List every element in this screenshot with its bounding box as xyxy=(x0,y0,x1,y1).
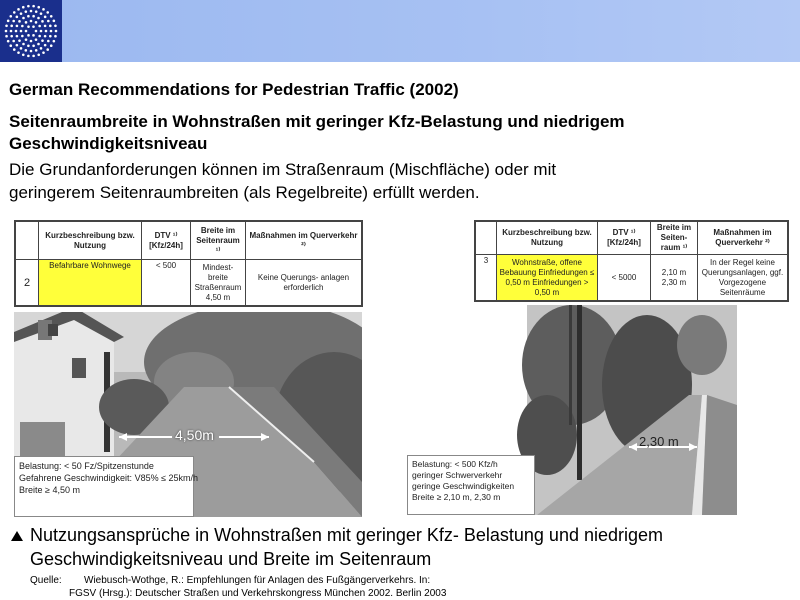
caption-line-1: Nutzungsansprüche in Wohnstraßen mit geringer Kfz- Belastung und niedrigem xyxy=(30,525,664,545)
table-header: Kurzbeschreibung bzw. Nutzung xyxy=(39,222,142,260)
info-line: Breite ≥ 2,10 m, 2,30 m xyxy=(412,492,501,502)
source-line-2: FGSV (Hrsg.): Deutscher Straßen und Verkehrskongress München 2002. Berlin 2003 xyxy=(69,588,447,599)
intro-text xyxy=(9,158,556,204)
table-cell-measures: Keine Querungs- anlagen erforderlich xyxy=(246,260,362,306)
info-line: Belastung: < 50 Fz/Spitzenstunde xyxy=(19,461,154,471)
row-number: 3 xyxy=(476,255,497,301)
table-cell-use: Befahrbare Wohnwege xyxy=(39,260,142,306)
table-header: DTV ¹⁾ [Kfz/24h] xyxy=(142,222,191,260)
info-line: Gefahrene Geschwindigkeit: V85% ≤ 25km/h xyxy=(19,473,199,483)
triangle-bullet-icon xyxy=(10,530,24,542)
info-line: geringe Geschwindigkeiten xyxy=(412,481,515,491)
subtitle xyxy=(9,111,625,155)
info-line: geringer Schwerverkehr xyxy=(412,470,503,480)
right-street-photo xyxy=(407,305,737,515)
intro-line-1: Die Grundanforderungen können im Straßenraum (Mischfläche) oder mit xyxy=(9,160,557,179)
table-header: Breite im Seiten- raum ¹⁾ xyxy=(651,222,698,255)
table-cell-width: 2,10 m 2,30 m xyxy=(651,255,698,301)
page-title: German Recommendations for Pedestrian Traffic (2002) xyxy=(9,80,459,99)
table-cell-dtv: < 500 xyxy=(142,260,191,306)
table-header: Breite im Seitenraum ¹⁾ xyxy=(191,222,246,260)
info-line: Breite ≥ 4,50 m xyxy=(19,485,80,495)
caption-line-2: Geschwindigkeitsniveau und Breite im Seitenraum xyxy=(30,549,432,569)
star-circle-logo-icon xyxy=(0,0,62,62)
table-corner xyxy=(16,222,39,260)
table-cell-dtv: < 5000 xyxy=(598,255,651,301)
dimension-label: 2,30 m xyxy=(639,434,679,449)
left-info-box xyxy=(14,456,199,517)
subtitle-line-1: Seitenraumbreite in Wohnstraßen mit geringer Kfz-Belastung und niedrigem xyxy=(9,112,625,131)
table-cell-use: Wohnstraße, offene Bebauung Einfriedungen ≤ 0,50 m Einfriedungen > 0,50 m xyxy=(497,255,598,301)
table-header: DTV ¹⁾ [Kfz/24h] xyxy=(598,222,651,255)
right-info-box xyxy=(407,455,535,515)
source-line-1: Wiebusch-Wothge, R.: Empfehlungen für Anlagen des Fußgängerverkehrs. In: xyxy=(84,575,431,586)
header-band xyxy=(0,0,800,62)
row-number: 2 xyxy=(16,260,39,306)
subtitle-line-2: Geschwindigkeitsniveau xyxy=(9,134,208,153)
dimension-label: 4,50m xyxy=(175,427,214,443)
table-cell-measures: In der Regel keine Querungsanlagen, ggf. Vorgezogene Seitenräume xyxy=(698,255,788,301)
table-header: Kurzbeschreibung bzw. Nutzung xyxy=(497,222,598,255)
table-header: Maßnahmen im Querverkehr ²⁾ xyxy=(698,222,788,255)
table-header: Maßnahmen im Querverkehr ²⁾ xyxy=(246,222,362,260)
table-cell-width: Mindest- breite Straßenraum 4,50 m xyxy=(191,260,246,306)
left-table xyxy=(14,220,363,307)
table-corner xyxy=(476,222,497,255)
right-table xyxy=(474,220,789,302)
source-label: Quelle: xyxy=(30,575,62,586)
intro-line-2: geringerem Seitenraumbreiten (als Regelbreite) erfüllt werden. xyxy=(9,183,480,202)
left-street-photo xyxy=(14,312,362,517)
info-line: Belastung: < 500 Kfz/h xyxy=(412,459,498,469)
logo xyxy=(0,0,62,62)
